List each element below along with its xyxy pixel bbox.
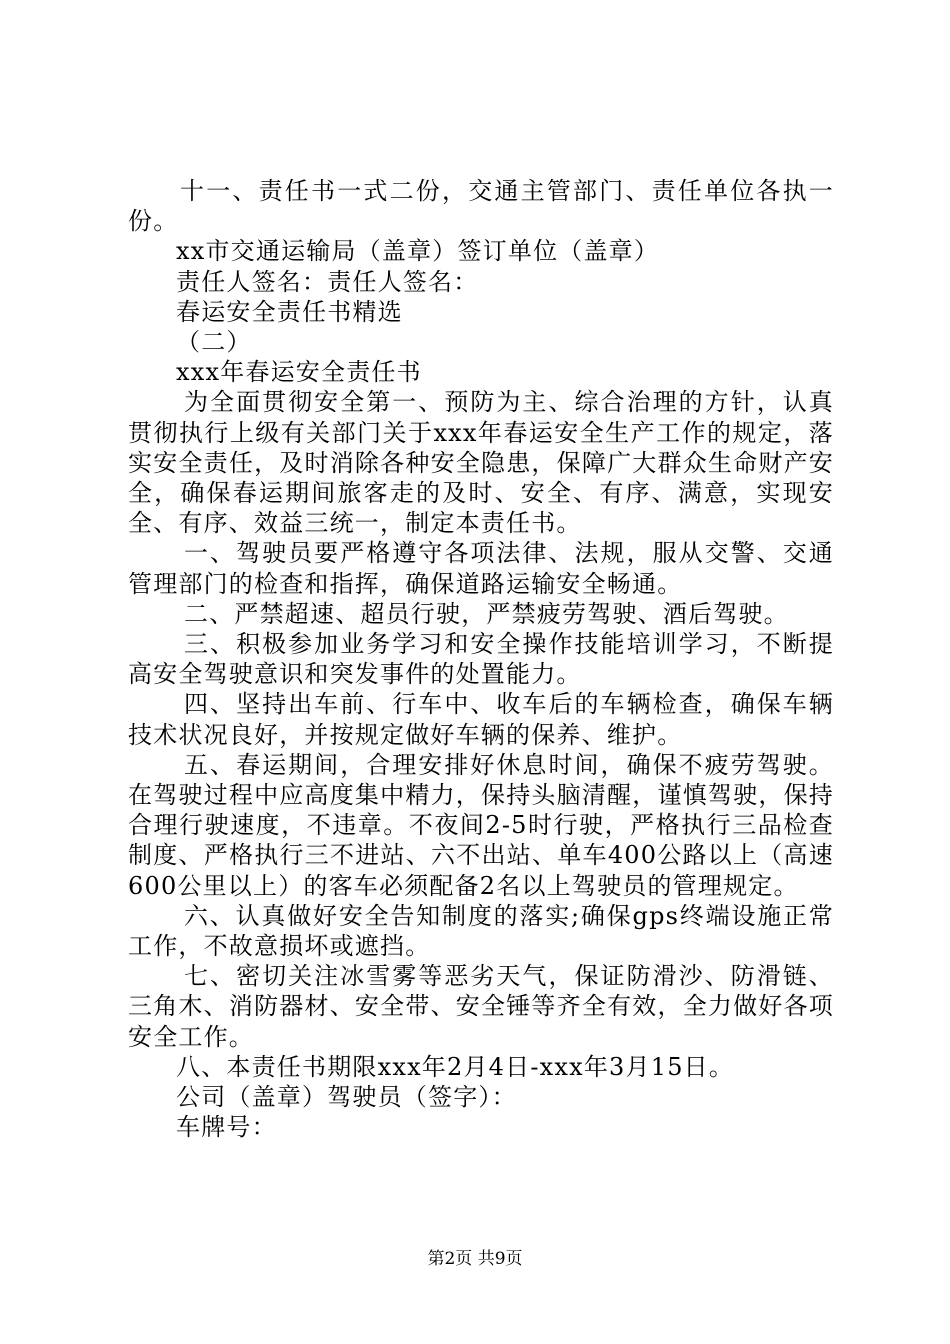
paragraph-stamp-line: xx市交通运输局（盖章）签订单位（盖章）	[176, 237, 660, 266]
paragraph-section-number: （二）	[176, 328, 252, 357]
paragraph-signature-line: 责任人签名：责任人签名：	[176, 267, 479, 296]
paragraph-item-4: 四、坚持出车前、行车中、收车后的车辆检查，确保车辆技术状况良好，并按规定做好车辆的保养、维护。	[128, 690, 834, 749]
paragraph-plate-number: 车牌号：	[176, 1113, 277, 1142]
paragraph-item-7: 七、密切关注冰雪雾等恶劣天气，保证防滑沙、防滑链、三角木、消防器材、安全带、安全锤等齐全有效，全力做好各项安全工作。	[128, 962, 834, 1051]
paragraph-item-5: 五、春运期间，合理安排好休息时间，确保不疲劳驾驶。在驾驶过程中应高度集中精力，保持头脑清醒，谨慎驾驶，保持合理行驶速度，不违章。不夜间2-5时行驶，严格执行三品检查制度、严格执行三不进站、六不出站、单车400公路以上（高速600公里以上）的客车必须配备2名以上驾驶员的管理规定。	[128, 750, 834, 900]
document-body	[128, 176, 834, 1143]
paragraph-section-title: 春运安全责任书精选	[176, 297, 403, 326]
paragraph-item-6: 六、认真做好安全告知制度的落实;确保gps终端设施正常工作，不故意损坏或遮挡。	[128, 901, 834, 961]
paragraph-item-2: 二、严禁超速、超员行驶，严禁疲劳驾驶、酒后驾驶。	[184, 599, 789, 628]
paragraph-intro: 为全面贯彻安全第一、预防为主、综合治理的方针，认真贯彻执行上级有关部门关于xxx年春运安全生产工作的规定，落实安全责任，及时消除各种安全隐患，保障广大群众生命财产安全，确保春运期间旅客走的及时、安全、有序、满意，实现安全、有序、效益三统一，制定本责任书。	[128, 388, 834, 538]
paragraph-item-8: 八、本责任书期限xxx年2月4日-xxx年3月15日。	[176, 1052, 735, 1081]
paragraph-doc-title: xxx年春运安全责任书	[176, 358, 422, 387]
paragraph-company-signature: 公司（盖章）驾驶员（签字）：	[176, 1083, 517, 1112]
paragraph-copies: 十一、责任书一式二份，交通主管部门、责任单位各执一份。	[128, 177, 834, 236]
paragraph-item-1: 一、驾驶员要严格遵守各项法律、法规，服从交警、交通管理部门的检查和指挥，确保道路运输安全畅通。	[128, 539, 834, 598]
paragraph-item-3: 三、积极参加业务学习和安全操作技能培训学习，不断提高安全驾驶意识和突发事件的处置能力。	[128, 630, 834, 689]
page-footer: 第2页 共9页	[427, 1249, 523, 1269]
